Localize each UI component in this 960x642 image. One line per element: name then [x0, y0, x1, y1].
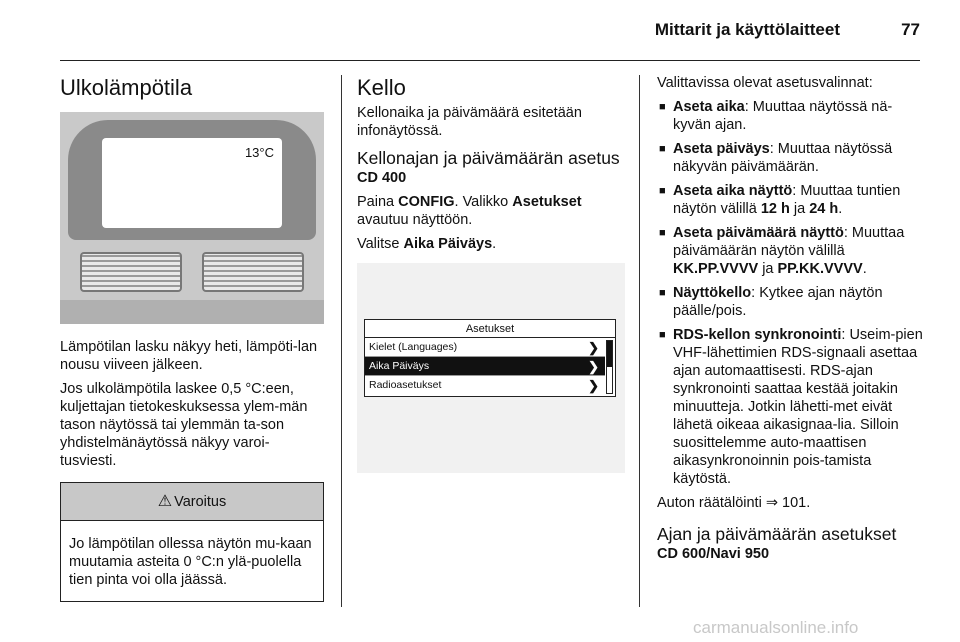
- scrollbar-thumb: [607, 341, 612, 367]
- paragraph: Lämpötilan lasku näkyy heti, lämpöti-lan nousu viiveen jälkeen.: [60, 339, 318, 373]
- air-vents: [80, 252, 304, 292]
- settings-menu: [364, 319, 616, 397]
- air-vent-left: [80, 252, 182, 292]
- list-item: ■ Aseta päiväys: Muuttaa näytössä näkyvän päivämäärän.: [659, 141, 893, 175]
- menu-item-radio-settings: Radioasetukset ❯: [369, 378, 599, 393]
- config-key: CONFIG: [398, 194, 455, 210]
- heading-outside-temp: Ulkolämpötila: [60, 75, 193, 100]
- paragraph: Kellonaika ja päivämäärä esitetään infonäytössä.: [357, 105, 582, 139]
- warning-header: [61, 483, 323, 521]
- dashboard-photo: [60, 112, 324, 324]
- bullet-icon: ■: [659, 143, 666, 155]
- list-item: ■ Näyttökello: Kytkee ajan näytön päälle/pois.: [659, 285, 883, 319]
- menu-option: Aika Päiväys: [403, 236, 493, 252]
- chevron-right-icon: ❯: [588, 340, 599, 355]
- air-vent-right: [202, 252, 304, 292]
- menu-item-languages: Kielet (Languages) ❯: [365, 338, 605, 357]
- menu-scrollbar: [606, 340, 613, 394]
- column-settings-options: [657, 74, 927, 563]
- list-item: ■ Aseta aika: Muuttaa näytössä nä-kyvän ajan.: [659, 99, 893, 133]
- page-number: 77: [901, 20, 920, 39]
- display-temperature: 13°C: [244, 145, 274, 160]
- subheading-time-date-settings: Ajan ja päivämäärän asetukset: [657, 524, 897, 544]
- column-divider: [341, 75, 342, 607]
- bullet-icon: ■: [659, 329, 666, 341]
- list-item: ■ Aseta aika näyttö: Muuttaa tuntien näytön välillä 12 h ja 24 h.: [659, 183, 901, 217]
- paragraph: Jos ulkolämpötila laskee 0,5 °C:een, kuljettajan tietokeskuksessa ylem-män tason näytössä tai ylemmän ta-son yhdistelmänäytössä näkyy varoi-tusviesti.: [60, 381, 308, 469]
- paragraph: Paina CONFIG. Valikko Asetukset avautuu näyttöön.: [357, 194, 582, 228]
- chevron-right-icon: ❯: [588, 359, 599, 374]
- bullet-icon: ■: [659, 101, 666, 113]
- model-label: CD 400: [357, 170, 407, 186]
- column-outside-temperature: [60, 74, 324, 602]
- paragraph: Valitse Aika Päiväys.: [357, 236, 497, 252]
- header-rule: [60, 60, 920, 61]
- column-clock: [357, 74, 625, 473]
- heading-clock: Kello: [357, 75, 406, 100]
- bullet-icon: ■: [659, 185, 666, 197]
- chevron-right-icon: ❯: [588, 378, 599, 393]
- model-label: CD 600/Navi 950: [657, 546, 770, 562]
- arrow-icon: ⇒: [765, 495, 778, 511]
- warning-title: Varoitus: [174, 494, 227, 510]
- list-item: ■ RDS-kellon synkronointi: Useim-pien VHF-lähettimien RDS-signaali asettaa ajan automaattisesti. RDS-ajan synkronointi saattaa kestää joitakin minuutteja. Jotkin lähetti-met eivät lähetä oikeaa aikasignaa-lia. Silloin suosittelemme auto-maattisen aikasynkronoinnin pois-tamista käytöstä.: [659, 327, 923, 487]
- section-title: Mittarit ja käyttölaitteet: [654, 20, 840, 39]
- menu-name: Asetukset: [512, 194, 582, 210]
- page-header: [60, 18, 920, 48]
- paragraph: Valittavissa olevat asetusvalinnat:: [657, 75, 873, 91]
- bullet-icon: ■: [659, 227, 666, 239]
- settings-menu-image: [357, 263, 625, 473]
- dashboard-lower: [60, 300, 324, 324]
- options-list: [657, 98, 927, 488]
- column-divider: [639, 75, 640, 607]
- bullet-icon: ■: [659, 287, 666, 299]
- display-housing: [68, 120, 316, 240]
- warning-icon: ⚠: [157, 493, 173, 510]
- warning-box: [60, 482, 324, 602]
- menu-item-time-date: Aika Päiväys ❯: [365, 357, 605, 376]
- watermark: carmanualsonline.info: [693, 618, 859, 637]
- menu-title: Asetukset: [365, 320, 615, 338]
- info-display: [102, 138, 282, 228]
- subheading-clock-setting: Kellonajan ja päivämäärän asetus: [357, 148, 620, 168]
- cross-reference: Auton räätälöinti ⇒ 101.: [657, 495, 811, 511]
- list-item: ■ Aseta päivämäärä näyttö: Muuttaa päivämäärän näytön välillä KK.PP.VVVV ja PP.KK.VVVV.: [659, 225, 905, 277]
- warning-text: Jo lämpötilan ollessa näytön mu-kaan muutamia asteita 0 °C:n ylä-puolella tien pinta voi olla jäässä.: [69, 536, 312, 588]
